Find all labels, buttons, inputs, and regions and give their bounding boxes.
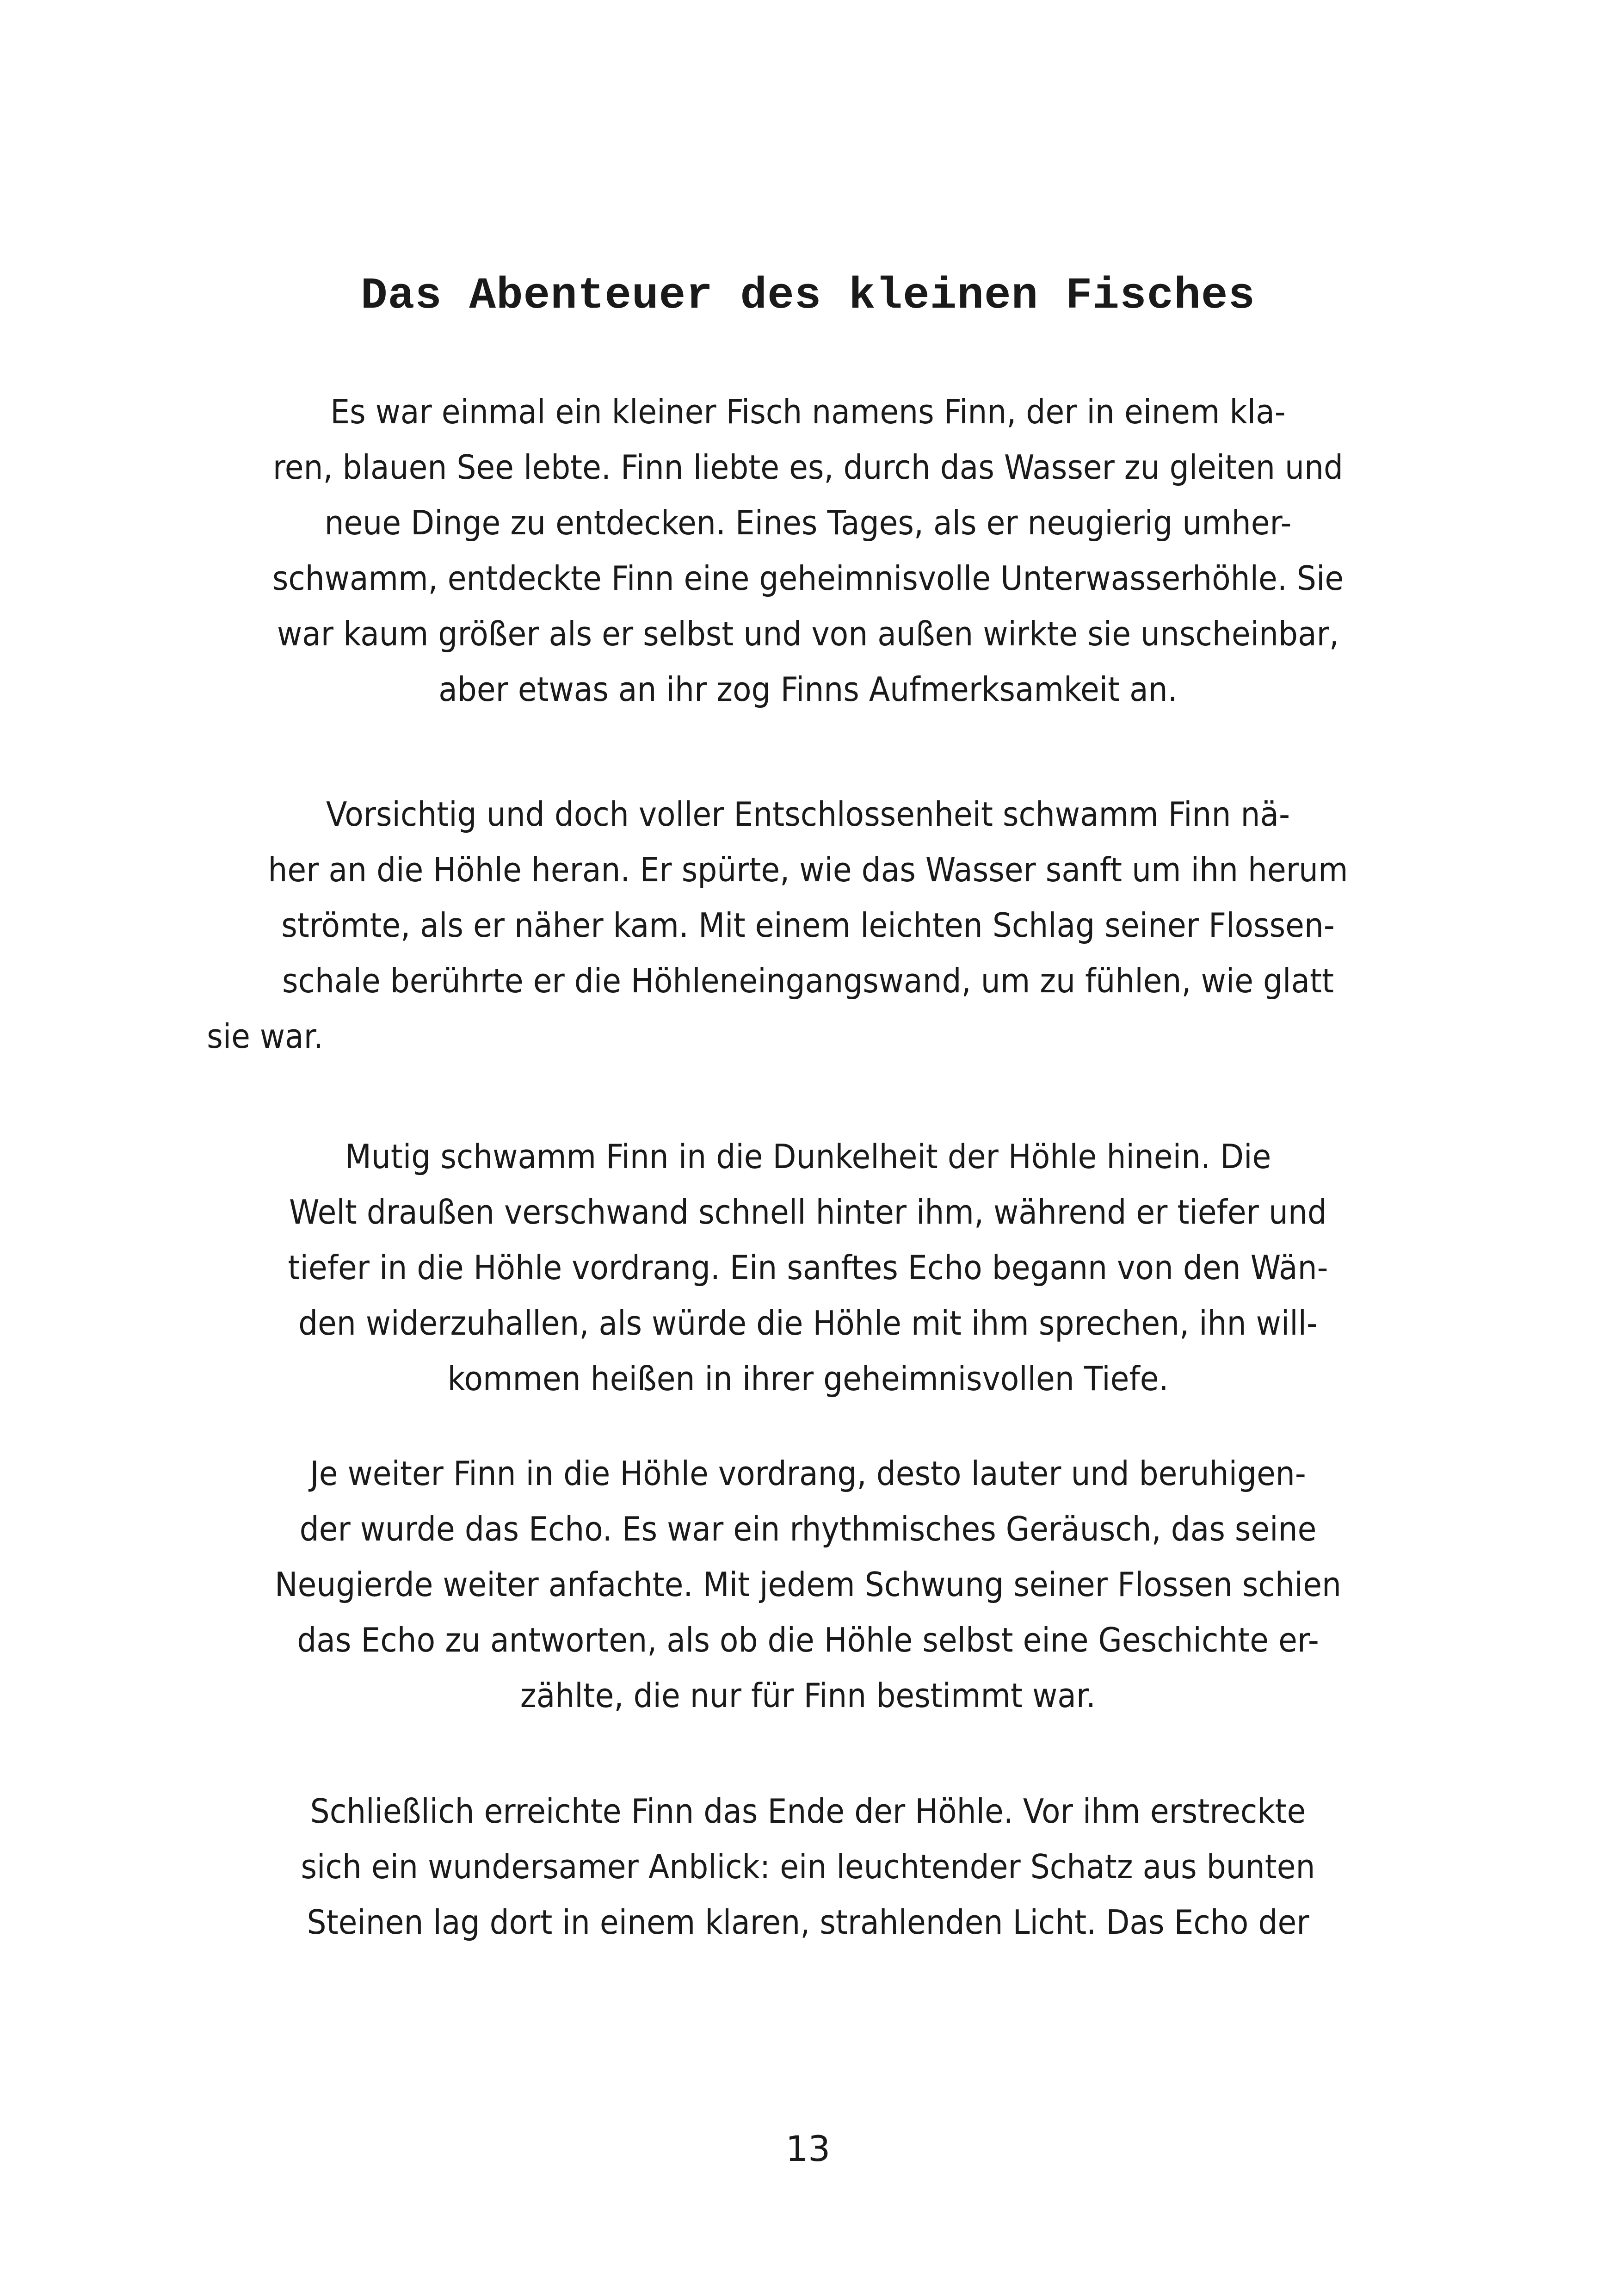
text-line: aber etwas an ihr zog Finns Aufmerksamkeit an.	[438, 670, 1178, 709]
text-line: Welt draußen verschwand schnell hinter ihm, während er tiefer und	[289, 1193, 1327, 1232]
text-line: zählte, die nur für Finn bestimmt war.	[520, 1676, 1096, 1715]
text-line: schwamm, entdeckte Finn eine geheimnisvolle Unterwasserhöhle. Sie	[272, 559, 1344, 598]
text-line: Mutig schwamm Finn in die Dunkelheit der Höhle hinein. Die	[345, 1137, 1271, 1176]
text-line: das Echo zu antworten, als ob die Höhle selbst eine Geschichte er-	[297, 1621, 1319, 1659]
text-line: Vorsichtig und doch voller Entschlossenheit schwamm Finn nä-	[326, 795, 1290, 834]
text-line: sich ein wundersamer Anblick: ein leuchtender Schatz aus bunten	[301, 1847, 1315, 1886]
text-line: ren, blauen See lebte. Finn liebte es, durch das Wasser zu gleiten und	[272, 448, 1344, 487]
paragraph-2	[139, 786, 1477, 1064]
text-line: schale berührte er die Höhleneingangswand, um zu fühlen, wie glatt	[282, 961, 1334, 1000]
paragraph-3	[139, 1129, 1477, 1406]
page-number: 13	[785, 2128, 831, 2169]
paragraph-1	[139, 384, 1477, 717]
text-line: Steinen lag dort in einem klaren, strahlenden Licht. Das Echo der	[307, 1903, 1309, 1942]
text-line: der wurde das Echo. Es war ein rhythmisches Geräusch, das seine	[299, 1510, 1317, 1548]
text-line: neue Dinge zu entdecken. Eines Tages, als er neugierig umher-	[324, 503, 1292, 542]
paragraph-4	[139, 1446, 1477, 1723]
text-line: den widerzuhallen, als würde die Höhle mit ihm sprechen, ihn will-	[298, 1304, 1318, 1343]
text-line: sie war.	[207, 1017, 323, 1056]
paragraph-5	[139, 1783, 1477, 1950]
text-line: Neugierde weiter anfachte. Mit jedem Schwung seiner Flossen schien	[275, 1565, 1341, 1604]
text-line: Je weiter Finn in die Höhle vordrang, desto lauter und beruhigen-	[310, 1454, 1306, 1493]
text-line: her an die Höhle heran. Er spürte, wie das Wasser sanft um ihn herum	[268, 850, 1348, 889]
text-line: strömte, als er näher kam. Mit einem leichten Schlag seiner Flossen-	[281, 906, 1335, 945]
story-title: Das Abenteuer des kleinen Fisches	[360, 271, 1256, 321]
text-line: Es war einmal ein kleiner Fisch namens Finn, der in einem kla-	[330, 392, 1286, 431]
text-line: war kaum größer als er selbst und von außen wirkte sie unscheinbar,	[277, 614, 1339, 653]
text-line: tiefer in die Höhle vordrang. Ein sanftes Echo begann von den Wän-	[288, 1248, 1328, 1287]
text-line: Schließlich erreichte Finn das Ende der Höhle. Vor ihm erstreckte	[310, 1792, 1306, 1831]
text-line: kommen heißen in ihrer geheimnisvollen Tiefe.	[447, 1359, 1169, 1398]
